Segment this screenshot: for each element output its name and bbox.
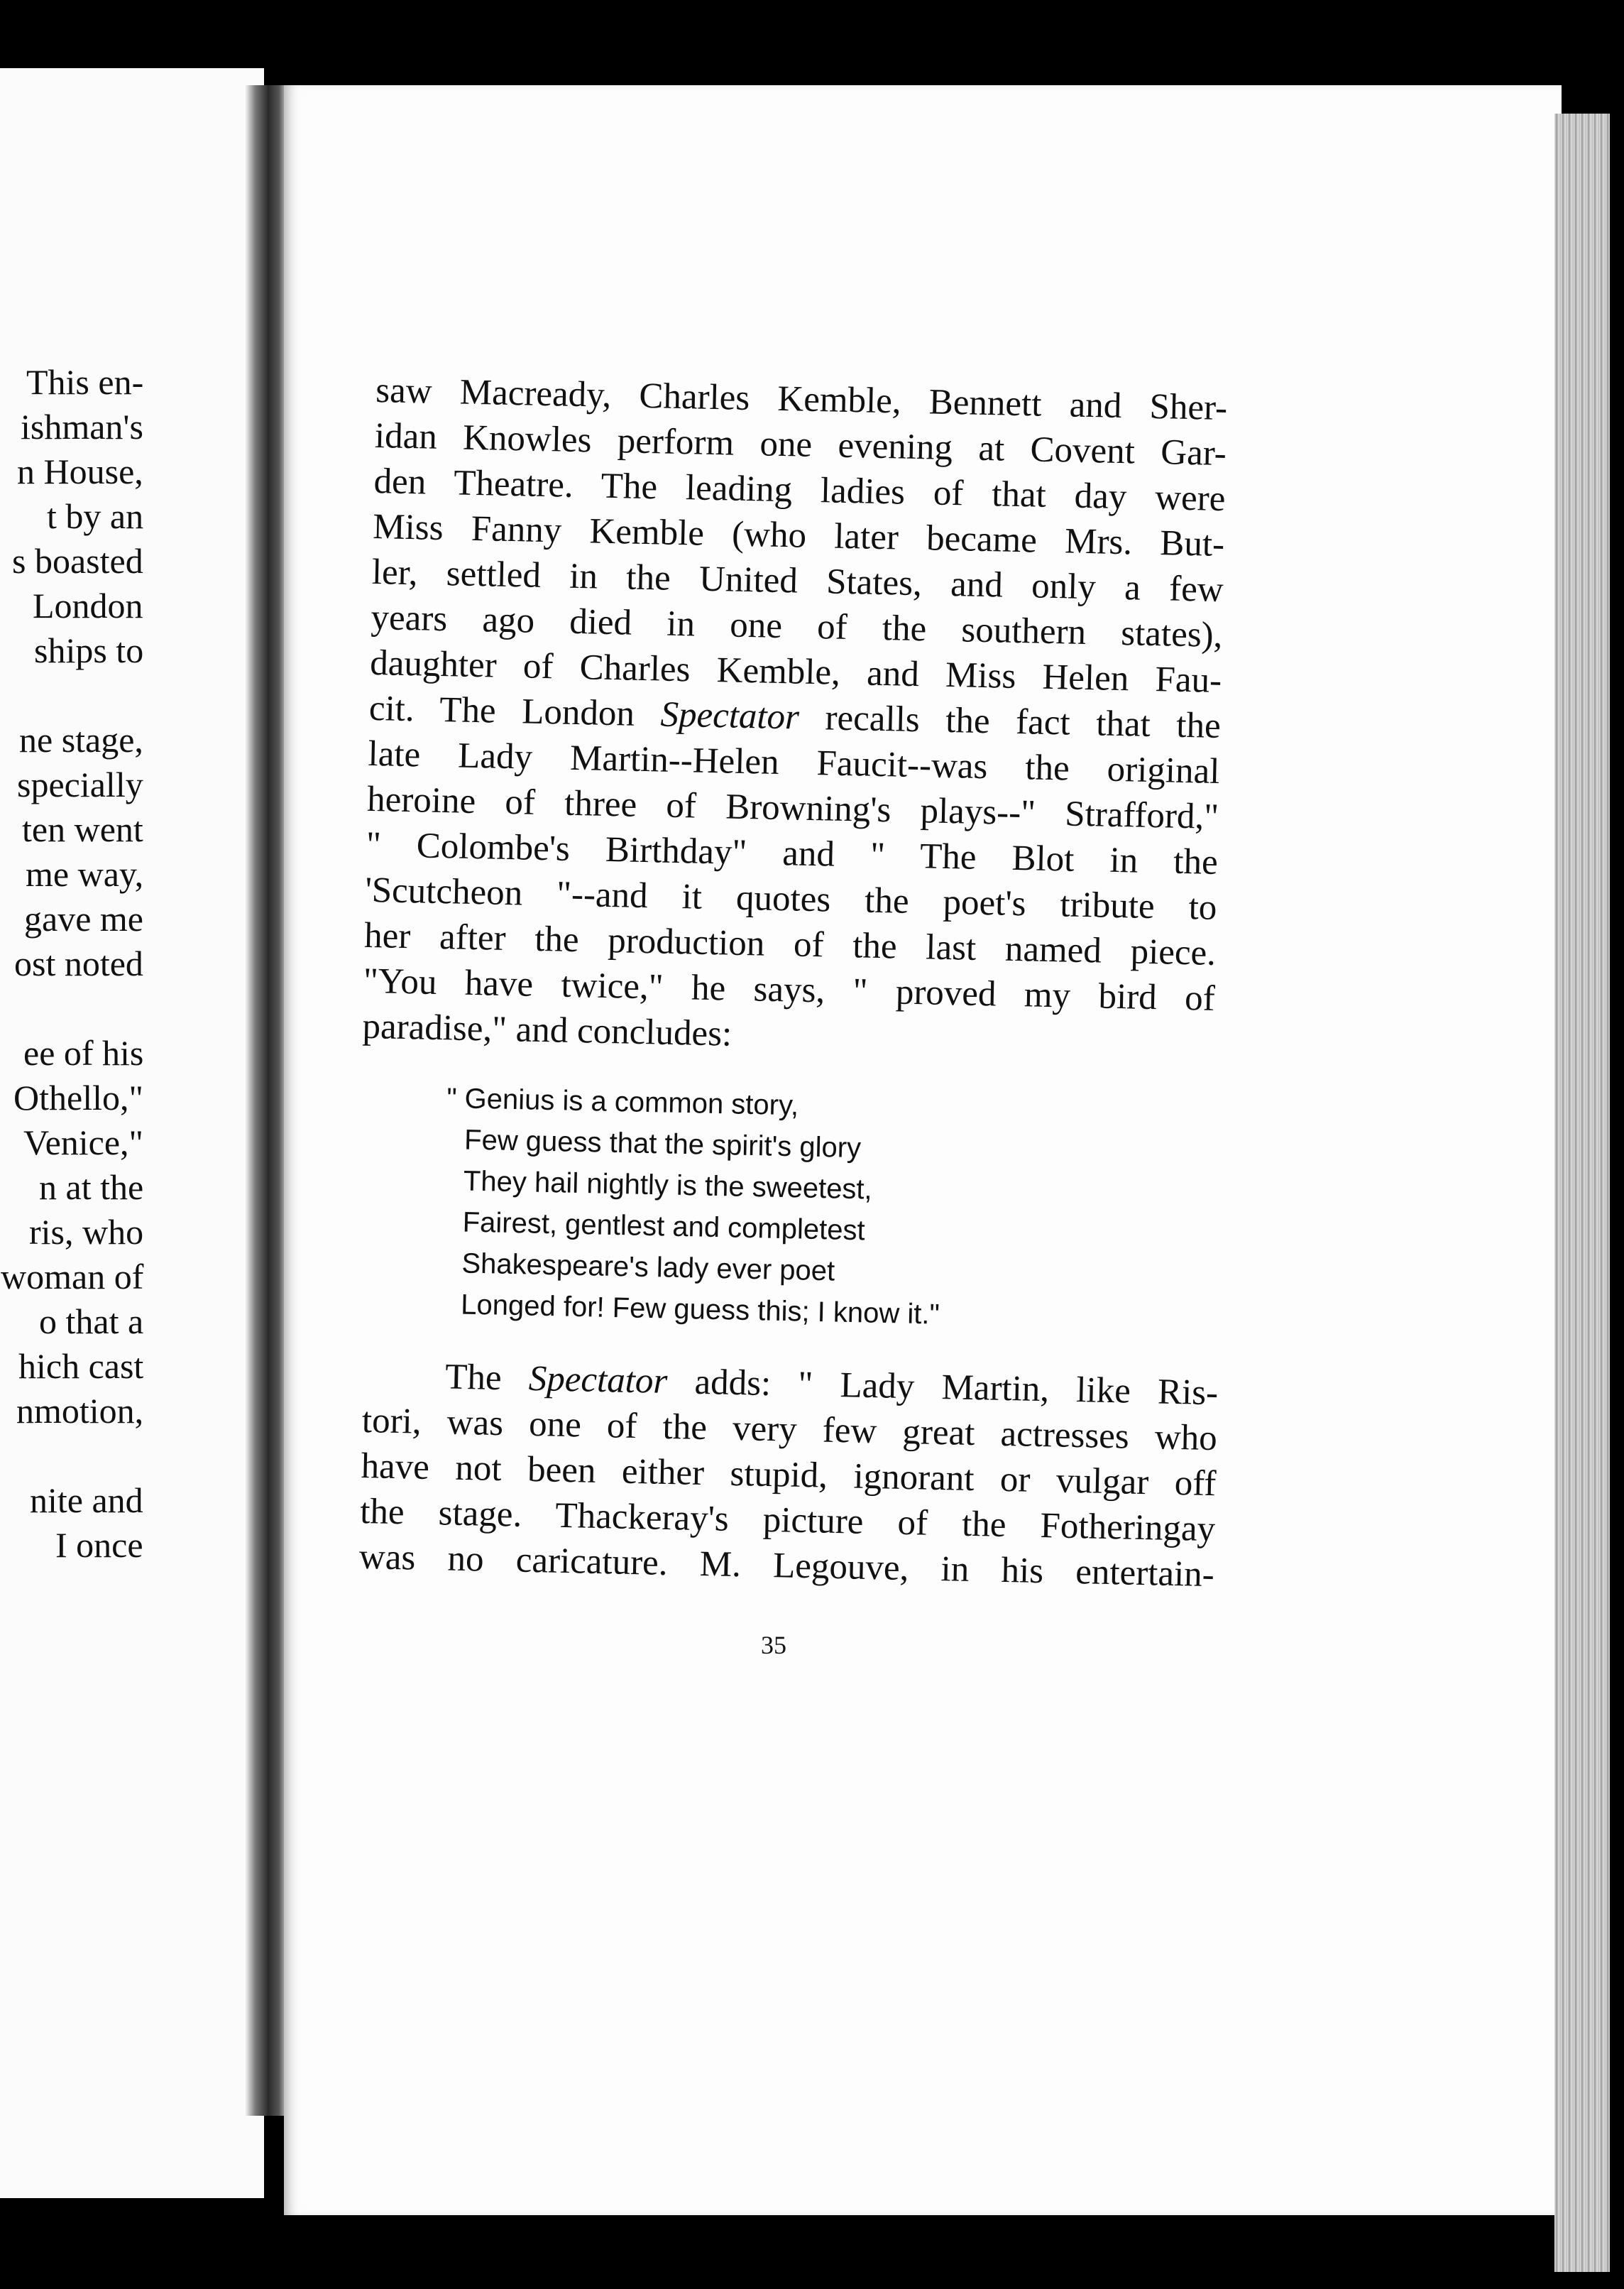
left-page-fragment: This en- [26, 362, 144, 402]
left-page-fragment: o that a [39, 1301, 144, 1341]
page-number: 35 [761, 1631, 786, 1659]
main-paragraph [362, 368, 1228, 1067]
page-edges [1554, 114, 1610, 2272]
left-page-fragment: ten went [22, 809, 143, 849]
left-page-fragment: n at the [39, 1167, 144, 1207]
text-line: heroine of three of Browning's plays--" Strafford," [366, 779, 1219, 837]
left-facing-page [0, 68, 264, 2198]
left-page-fragment: ishman's [21, 407, 143, 447]
second-paragraph [358, 1353, 1218, 1597]
left-page-fragment: Othello," [13, 1078, 143, 1118]
poem-line: Few guess that the spirit's glory [463, 1124, 862, 1164]
left-page-fragment: nite and [30, 1480, 143, 1520]
left-page-fragment: woman of [1, 1257, 144, 1296]
text-line: saw Macready, Charles Kemble, Bennett and Sher- [375, 370, 1228, 429]
left-page-fragment: ris, who [29, 1212, 144, 1252]
text-line: the stage. Thackeray's picture of the Fotheringay [359, 1491, 1216, 1550]
poem-line: " Genius is a common story, [446, 1082, 799, 1122]
poem-quote [442, 1078, 1129, 1339]
text-line: The Spectator adds: " Lady Martin, like Ris- [444, 1357, 1219, 1414]
left-page-fragment: ost noted [14, 944, 143, 983]
text-line: paradise," and concludes: [361, 1006, 733, 1054]
left-page-fragment: s boasted [12, 541, 143, 581]
poem-line: They hail nightly is the sweetest, [463, 1165, 873, 1206]
poem-line: Fairest, gentlest and completest [462, 1206, 866, 1247]
text-line: "You have twice," he says, " proved my bird of [363, 961, 1216, 1019]
text-line: den Theatre. The leading ladies of that day were [373, 461, 1226, 520]
text-line: daughter of Charles Kemble, and Miss Helen Fau- [369, 643, 1222, 701]
left-page-fragment: me way, [26, 854, 144, 894]
text-line: her after the production of the last named piece. [363, 915, 1217, 973]
text-line: Miss Fanny Kemble (who later became Mrs. But- [372, 506, 1225, 565]
left-page-fragment: specially [17, 765, 143, 804]
left-page-fragment: ships to [34, 630, 144, 670]
left-page-fragment: n House, [17, 452, 143, 491]
left-page-fragment: nmotion, [16, 1391, 144, 1431]
left-page-fragment: ne stage, [19, 720, 143, 760]
left-page-fragment: gave me [24, 899, 143, 939]
left-page-fragment: ee of his [23, 1033, 144, 1073]
spectator-title: Spectator [659, 694, 800, 738]
text-line: have not been either stupid, ignorant or vulgar off [361, 1446, 1217, 1504]
left-page-fragment: London [33, 586, 143, 625]
left-page-fragment: Venice," [23, 1122, 143, 1162]
spectator-title: Spectator [528, 1358, 668, 1402]
text-line: cit. The London Spectator recalls the fact that the [368, 688, 1222, 747]
text-line: tori, was one of the very few great actresses who [361, 1400, 1218, 1459]
poem-line: Shakespeare's lady ever poet [461, 1247, 835, 1287]
poem-line: Longed for! Few guess this; I know it." [460, 1289, 940, 1331]
text-line: years ago died in one of the southern states), [371, 597, 1223, 656]
left-page-fragment: hich cast [18, 1346, 144, 1386]
text-line: 'Scutcheon "--and it quotes the poet's tribute to [365, 870, 1217, 928]
book-gutter [245, 85, 287, 2116]
text-line: ler, settled in the United States, and only a few [371, 552, 1224, 611]
text-line: was no caricature. M. Legouve, in his entertain- [358, 1536, 1215, 1595]
text-line: idan Knowles perform one evening at Covent Gar- [374, 415, 1227, 474]
text-line: late Lady Martin--Helen Faucit--was the original [368, 733, 1220, 792]
text-line: " Colombe's Birthday" and " The Blot in the [366, 824, 1219, 883]
left-page-fragment: I once [55, 1525, 143, 1565]
left-page-fragment: t by an [47, 496, 144, 536]
